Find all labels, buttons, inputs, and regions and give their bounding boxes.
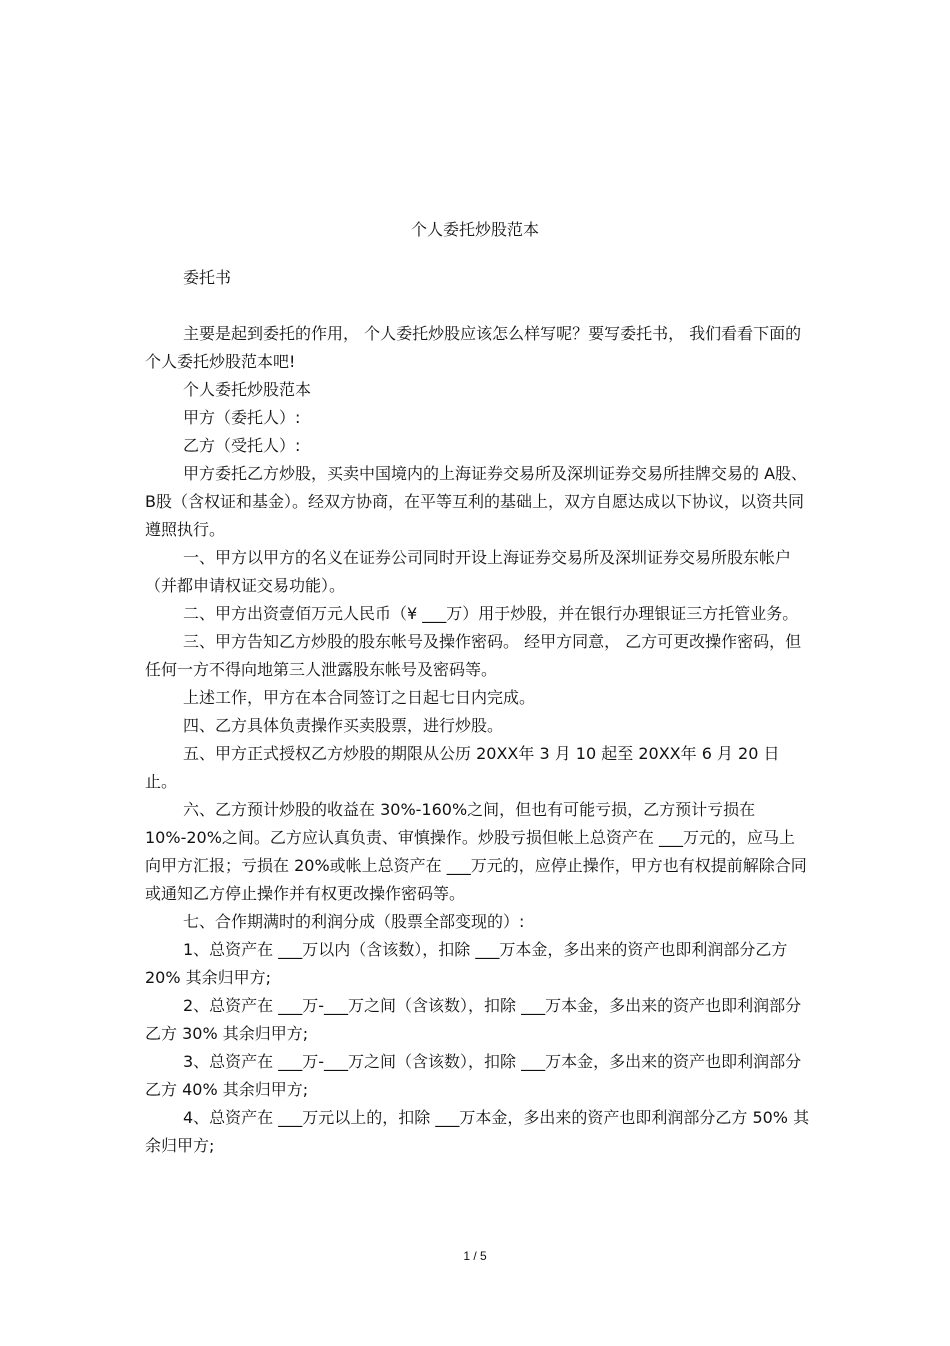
document-body — [145, 264, 810, 1160]
clause-1: 一、甲方以甲方的名义在证券公司同时开设上海证券交易所及深圳证券交易所股东帐户（并都申请权证交易功能）。 — [145, 548, 792, 595]
template-heading: 个人委托炒股范本 — [183, 380, 312, 399]
party-b-line: 乙方（受托人）: — [183, 436, 301, 455]
clause-7-item-4: 4、总资产在 ___万元以上的，扣除 ___万本金，多出来的资产也即利润部分乙方 50% 其余归甲方; — [145, 1108, 810, 1155]
clause-7-item-2: 2、总资产在 ___万-___万之间（含该数），扣除 ___万本金，多出来的资产也即利润部分乙方 30% 其余归甲方; — [145, 996, 802, 1043]
clause-7: 七、合作期满时的利润分成（股票全部变现的）: — [183, 912, 525, 931]
page-number: 1 / 5 — [463, 1249, 487, 1263]
clause-4: 四、乙方具体负责操作买卖股票，进行炒股。 — [183, 716, 504, 735]
clause-7-item-1: 1、总资产在 ___万以内（含该数），扣除 ___万本金，多出来的资产也即利润部分乙方 20% 其余归甲方; — [145, 940, 788, 987]
blank-line — [145, 292, 810, 320]
agreement-paragraph: 甲方委托乙方炒股，买卖中国境内的上海证券交易所及深圳证券交易所挂牌交易的 A股、B股（含权证和基金）。经双方协商，在平等互利的基础上，双方自愿达成以下协议，以资共同遵照执行。 — [145, 464, 808, 539]
clause-3-note: 上述工作，甲方在本合同签订之日起七日内完成。 — [183, 688, 536, 707]
clause-7-item-3: 3、总资产在 ___万-___万之间（含该数），扣除 ___万本金，多出来的资产也即利润部分乙方 40% 其余归甲方; — [145, 1052, 802, 1099]
clause-2: 二、甲方出资壹佰万元人民币（¥ ___万）用于炒股，并在银行办理银证三方托管业务。 — [183, 604, 799, 623]
party-a-line: 甲方（委托人）: — [183, 408, 301, 427]
clause-3: 三、甲方告知乙方炒股的股东帐号及操作密码。 经甲方同意， 乙方可更改操作密码，但任何一方不得向地第三人泄露股东帐号及密码等。 — [145, 632, 802, 679]
intro-paragraph: 主要是起到委托的作用， 个人委托炒股应该怎么样写呢？要写委托书， 我们看看下面的个人委托炒股范本吧! — [145, 324, 802, 371]
document-title: 个人委托炒股范本 — [410, 220, 539, 239]
clause-6: 六、乙方预计炒股的收益在 30%-160%之间，但也有可能亏损，乙方预计亏损在 10%-20%之间。乙方应认真负责、审慎操作。炒股亏损但帐上总资产在 ___万元的，应马上向甲方汇报；亏损在 20%或帐上总资产在 ___万元的，应停止操作，甲方也有权提前解除合同或通知乙方停止操作并有权更改操作密码等。 — [145, 800, 807, 903]
section-heading: 委托书 — [183, 268, 232, 287]
clause-5: 五、甲方正式授权乙方炒股的期限从公历 20XX年 3 月 10 起至 20XX年 6 月 20 日止。 — [145, 744, 780, 791]
